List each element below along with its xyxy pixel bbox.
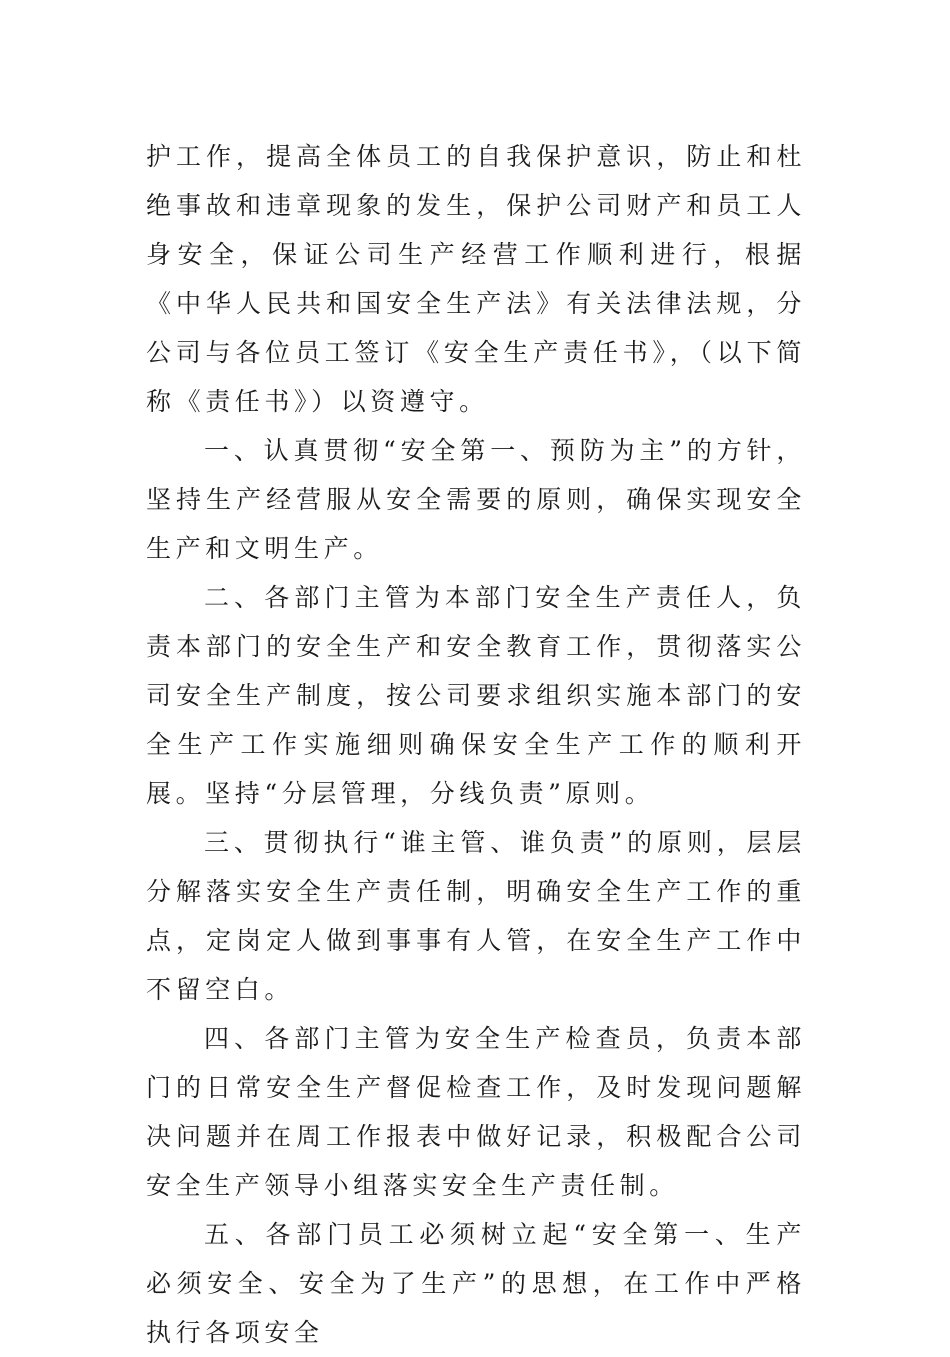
- paragraph-item-5: 五、各部门员工必须树立起“安全第一、生产必须安全、安全为了生产”的思想，在工作中严格执行各项安全: [146, 1220, 806, 1347]
- document-body: [146, 132, 806, 1357]
- paragraph-item-3: 三、贯彻执行“谁主管、谁负责”的原则，层层分解落实安全生产责任制，明确安全生产工作的重点，定岗定人做到事事有人管，在安全生产工作中不留空白。: [146, 828, 806, 1004]
- paragraph-item-2: 二、各部门主管为本部门安全生产责任人，负责本部门的安全生产和安全教育工作，贯彻落实公司安全生产制度，按公司要求组织实施本部门的安全生产工作实施细则确保安全生产工作的顺利开展。坚持“分层管理，分线负责”原则。: [146, 583, 806, 808]
- paragraph-intro-continuation: 护工作，提高全体员工的自我保护意识，防止和杜绝事故和违章现象的发生，保护公司财产和员工人身安全，保证公司生产经营工作顺利进行，根据《中华人民共和国安全生产法》有关法律法规，分公司与各位员工签订《安全生产责任书》，（以下简称《责任书》）以资遵守。: [146, 142, 806, 416]
- paragraph-item-1: 一、认真贯彻“安全第一、预防为主”的方针，坚持生产经营服从安全需要的原则，确保实现安全生产和文明生产。: [146, 436, 806, 563]
- paragraph-item-4: 四、各部门主管为安全生产检查员，负责本部门的日常安全生产督促检查工作，及时发现问题解决问题并在周工作报表中做好记录，积极配合公司安全生产领导小组落实安全生产责任制。: [146, 1024, 806, 1200]
